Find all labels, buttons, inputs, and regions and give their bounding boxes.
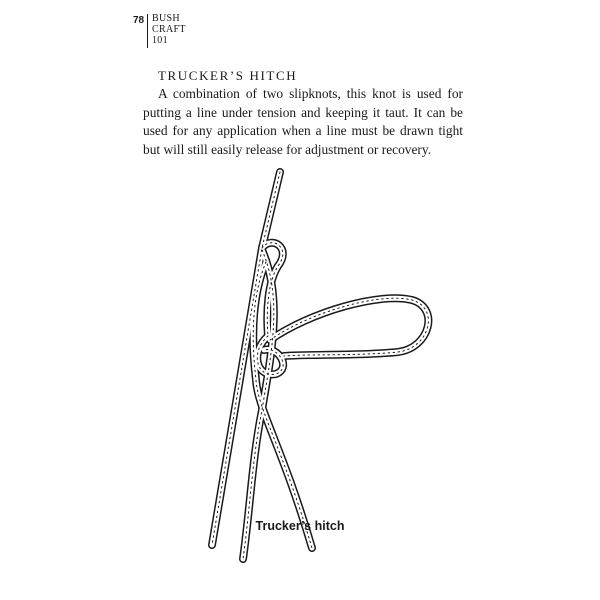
body-paragraph: A combination of two slipknots, this knot is used for putting a line under tension and keeping it taut. It can be used for any application when a line must be drawn tight but will still easily release for adjustment or recovery. [143,86,463,157]
section-heading: TRUCKER’S HITCH [158,68,298,83]
book-title-line-1: BUSH [152,13,180,24]
book-title-line-2: CRAFT [152,24,186,35]
figure-caption: Trucker’s hitch [255,519,345,533]
book-title-line-3: 101 [152,35,168,46]
page-number: 78 [133,15,145,26]
